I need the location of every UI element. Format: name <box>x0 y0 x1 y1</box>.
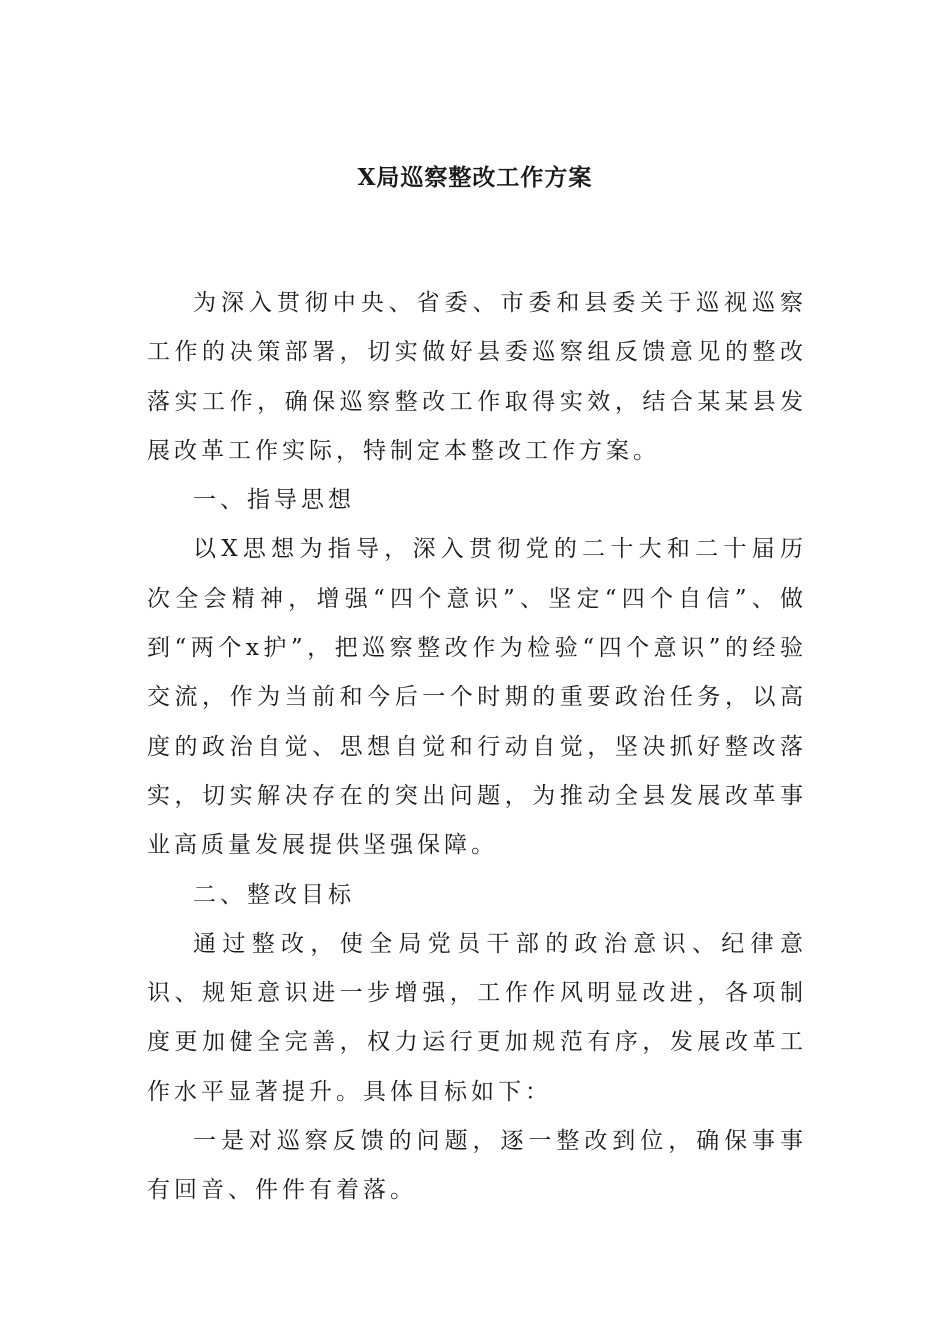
paragraph-goal-one: 一是对巡察反馈的问题，逐一整改到位，确保事事有回音、件件有着落。 <box>147 1128 807 1204</box>
paragraph-intro: 为深入贯彻中央、省委、市委和县委关于巡视巡察工作的决策部署，切实做好县委巡察组反馈意见的整改落实工作，确保巡察整改工作取得实效，结合某某县发展改革工作实际，特制定本整改工作方案。 <box>147 290 807 464</box>
section-heading-guiding-thought: 一、指导思想 <box>193 487 355 514</box>
paragraph-rectification-goals: 通过整改，使全局党员干部的政治意识、纪律意识、规矩意识进一步增强，工作作风明显改进，各项制度更加健全完善，权力运行更加规范有序，发展改革工作水平显著提升。具体目标如下： <box>147 930 807 1105</box>
paragraph-guiding-thought: 以X思想为指导，深入贯彻党的二十大和二十届历次全会精神，增强“四个意识”、坚定“四个自信”、做到“两个x护”，把巡察整改作为检验“四个意识”的经验交流，作为当前和今后一个时期的重要政治任务，以高度的政治自觉、思想自觉和行动自觉，坚决抓好整改落实，切实解决存在的突出问题，为推动全县发展改革事业高质量发展提供坚强保障。 <box>147 536 807 859</box>
section-heading-rectification-goals: 二、整改目标 <box>193 881 355 908</box>
document-body <box>147 279 807 1216</box>
document-title: X局巡察整改工作方案 <box>357 164 593 191</box>
